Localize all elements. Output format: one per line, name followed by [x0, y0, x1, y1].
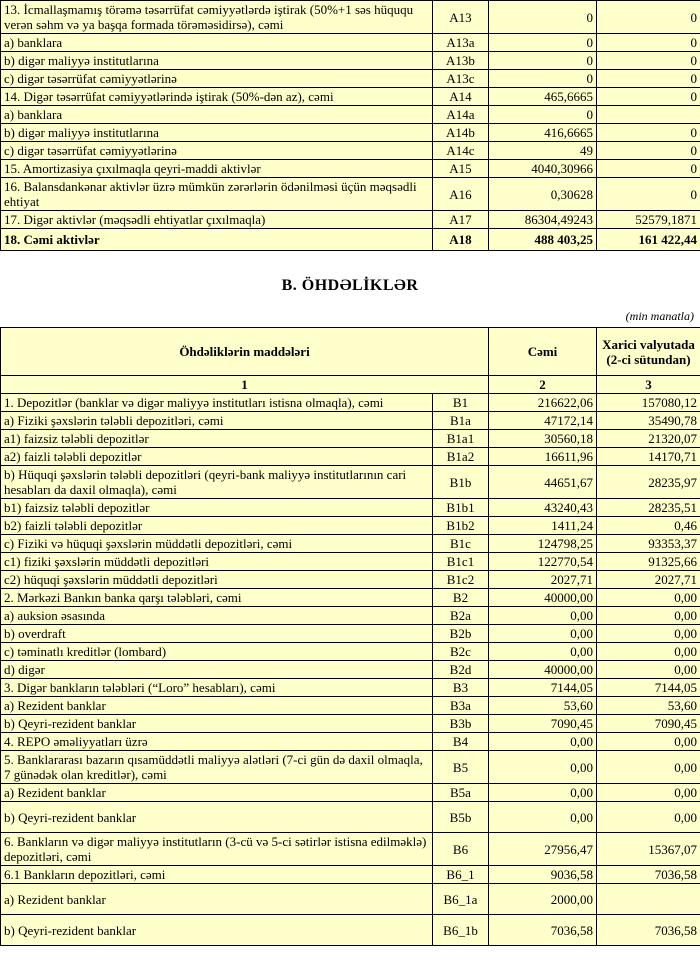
row-total: 53,60: [489, 697, 597, 715]
row-label: b) Qeyri-rezident banklar: [1, 802, 433, 833]
row-total: 488 403,25: [489, 229, 597, 251]
row-code: B1c: [433, 535, 489, 553]
row-total: 16611,96: [489, 448, 597, 466]
row-label: b) Qeyri-rezident banklar: [1, 915, 433, 946]
row-total: 0: [489, 34, 597, 52]
table-row: [1, 625, 700, 643]
row-label: a1) faizsiz tələbli depozitlər: [1, 430, 433, 448]
row-total: 30560,18: [489, 430, 597, 448]
row-code: A13b: [433, 52, 489, 70]
table-row: [1, 1, 700, 34]
row-total: 1411,24: [489, 517, 597, 535]
row-code: A18: [433, 229, 489, 251]
row-code: B6_1b: [433, 915, 489, 946]
row-label: c) digər təsərrüfat cəmiyyətlərinə: [1, 142, 433, 160]
table-row: [1, 915, 700, 946]
row-code: B6_1a: [433, 884, 489, 915]
row-code: B1a1: [433, 430, 489, 448]
row-code: B3b: [433, 715, 489, 733]
table-row: [1, 124, 700, 142]
row-foreign: 28235,51: [597, 499, 700, 517]
row-foreign: 28235,97: [597, 466, 700, 499]
row-foreign: 15367,07: [597, 833, 700, 866]
row-label: b) Hüquqi şəxslərin tələbli depozitləri (qeyri-bank maliyyə institutlarının cari hesabları da daxil olmaqla), cəmi: [1, 466, 433, 499]
row-total: 49: [489, 142, 597, 160]
table-row: [1, 733, 700, 751]
row-label: 15. Amortizasiya çıxılmaqla qeyri-maddi aktivlər: [1, 160, 433, 178]
table-row: [1, 715, 700, 733]
header-items-label: Öhdəliklərin maddələri: [1, 328, 489, 376]
row-foreign: 0,46: [597, 517, 700, 535]
row-label: a) banklara: [1, 106, 433, 124]
row-foreign: 0,00: [597, 625, 700, 643]
row-total: 7090,45: [489, 715, 597, 733]
row-code: B1a: [433, 412, 489, 430]
row-total: 7144,05: [489, 679, 597, 697]
table-row: [1, 661, 700, 679]
row-total: 216622,06: [489, 394, 597, 412]
row-total: 124798,25: [489, 535, 597, 553]
row-label: b) digər maliyyə institutlarına: [1, 124, 433, 142]
row-code: B1b1: [433, 499, 489, 517]
row-code: B2b: [433, 625, 489, 643]
row-total: 0: [489, 70, 597, 88]
table-row: [1, 553, 700, 571]
row-label: b) digər maliyyə institutlarına: [1, 52, 433, 70]
row-code: A13: [433, 1, 489, 34]
row-foreign: 0: [597, 124, 700, 142]
header-foreign-label: Xarici valyutada (2-ci sütundan): [597, 328, 700, 376]
row-code: B4: [433, 733, 489, 751]
row-total: 0,00: [489, 751, 597, 784]
row-code: B1a2: [433, 448, 489, 466]
row-total: 86304,49243: [489, 211, 597, 229]
row-foreign: 0: [597, 52, 700, 70]
row-label: a) auksion əsasında: [1, 607, 433, 625]
column-number-row: [1, 376, 700, 394]
row-foreign: 2027,71: [597, 571, 700, 589]
row-label: 6.1 Bankların depozitləri, cəmi: [1, 866, 433, 884]
col-number-2: 2: [489, 376, 597, 394]
row-code: A13a: [433, 34, 489, 52]
row-label: 18. Cəmi aktivlər: [1, 229, 433, 251]
row-foreign: 0,00: [597, 784, 700, 802]
row-total: 0: [489, 106, 597, 124]
row-total: 44651,67: [489, 466, 597, 499]
row-foreign: 7144,05: [597, 679, 700, 697]
row-code: A14a: [433, 106, 489, 124]
row-total: 416,6665: [489, 124, 597, 142]
table-header-row: [1, 328, 700, 376]
table-row: [1, 571, 700, 589]
table-row: [1, 517, 700, 535]
row-label: 13. İcmallaşmamış törəmə təsərrüfat cəmiyyətlərdə iştirak (50%+1 səs hüququ verən səhm və ya başqa formada törəməsidirsə), cəmi: [1, 1, 433, 34]
table-row: [1, 412, 700, 430]
row-code: A14c: [433, 142, 489, 160]
table-row: [1, 430, 700, 448]
row-foreign: 21320,07: [597, 430, 700, 448]
table-row: [1, 535, 700, 553]
table-row: [1, 211, 700, 229]
assets-table-body: [1, 1, 700, 251]
row-total: 2000,00: [489, 884, 597, 915]
table-row: [1, 643, 700, 661]
row-code: B1b2: [433, 517, 489, 535]
row-label: b1) faizsiz tələbli depozitlər: [1, 499, 433, 517]
row-code: B2: [433, 589, 489, 607]
row-foreign: 0,00: [597, 661, 700, 679]
row-total: 9036,58: [489, 866, 597, 884]
table-row: [1, 607, 700, 625]
row-foreign: 0: [597, 178, 700, 211]
row-label: 3. Digər bankların tələbləri (“Loro” hesabları), cəmi: [1, 679, 433, 697]
row-foreign: 7090,45: [597, 715, 700, 733]
row-label: a) Fiziki şəxslərin tələbli depozitləri, cəmi: [1, 412, 433, 430]
row-foreign: [597, 106, 700, 124]
row-label: a) banklara: [1, 34, 433, 52]
table-row: [1, 106, 700, 124]
liabilities-table: [0, 327, 700, 946]
table-row: [1, 70, 700, 88]
row-foreign: 0: [597, 160, 700, 178]
row-label: c2) hüquqi şəxslərin müddətli depozitləri: [1, 571, 433, 589]
row-code: B2a: [433, 607, 489, 625]
row-total: 0,00: [489, 607, 597, 625]
row-label: 5. Banklararası bazarın qısamüddətli maliyyə alətləri (7-ci gün də daxil olmaqla, 7 günədək olan kreditlər), cəmi: [1, 751, 433, 784]
row-total: 0,00: [489, 643, 597, 661]
table-row: [1, 884, 700, 915]
unit-note: (min manatla): [625, 309, 694, 323]
row-label: b2) faizli tələbli depozitlər: [1, 517, 433, 535]
table-row: [1, 160, 700, 178]
row-total: 2027,71: [489, 571, 597, 589]
row-label: a2) faizli tələbli depozitlər: [1, 448, 433, 466]
row-total: 0,30628: [489, 178, 597, 211]
row-code: A16: [433, 178, 489, 211]
row-foreign: 0,00: [597, 643, 700, 661]
row-label: c) digər təsərrüfat cəmiyyətlərinə: [1, 70, 433, 88]
row-code: A13c: [433, 70, 489, 88]
row-code: B2c: [433, 643, 489, 661]
table-row: [1, 229, 700, 251]
row-foreign: 7036,58: [597, 915, 700, 946]
row-foreign: 0: [597, 142, 700, 160]
row-total: 7036,58: [489, 915, 597, 946]
row-foreign: 0: [597, 70, 700, 88]
row-label: b) Qeyri-rezident banklar: [1, 715, 433, 733]
table-row: [1, 697, 700, 715]
row-label: c) təminatlı kreditlər (lombard): [1, 643, 433, 661]
row-label: 2. Mərkəzi Bankın banka qarşı tələbləri, cəmi: [1, 589, 433, 607]
table-row: [1, 142, 700, 160]
row-total: 40000,00: [489, 589, 597, 607]
row-total: 0: [489, 1, 597, 34]
header-total-label: Cəmi: [489, 328, 597, 376]
row-code: A14: [433, 88, 489, 106]
table-row: [1, 34, 700, 52]
row-code: B6_1: [433, 866, 489, 884]
table-row: [1, 52, 700, 70]
row-foreign: 0,00: [597, 751, 700, 784]
table-row: [1, 679, 700, 697]
row-foreign: 7036,58: [597, 866, 700, 884]
row-label: 17. Digər aktivlər (məqsədli ehtiyatlar çıxılmaqla): [1, 211, 433, 229]
table-row: [1, 499, 700, 517]
row-total: 0,00: [489, 784, 597, 802]
row-label: d) digər: [1, 661, 433, 679]
table-row: [1, 802, 700, 833]
row-total: 465,6665: [489, 88, 597, 106]
row-total: 0,00: [489, 802, 597, 833]
row-label: a) Rezident banklar: [1, 697, 433, 715]
table-row: [1, 833, 700, 866]
row-foreign: 91325,66: [597, 553, 700, 571]
col-number-3: 3: [597, 376, 700, 394]
row-total: 4040,30966: [489, 160, 597, 178]
row-foreign: 0: [597, 34, 700, 52]
row-code: B2d: [433, 661, 489, 679]
assets-table: [0, 0, 700, 251]
row-code: A15: [433, 160, 489, 178]
row-code: B1: [433, 394, 489, 412]
table-row: [1, 88, 700, 106]
table-row: [1, 178, 700, 211]
row-total: 0: [489, 52, 597, 70]
row-code: B1c1: [433, 553, 489, 571]
liabilities-table-header: [1, 328, 700, 394]
table-row: [1, 866, 700, 884]
row-label: a) Rezident banklar: [1, 884, 433, 915]
row-foreign: 0,00: [597, 802, 700, 833]
row-label: 4. REPO əməliyyatları üzrə: [1, 733, 433, 751]
row-total: 0,00: [489, 733, 597, 751]
row-foreign: 0,00: [597, 607, 700, 625]
row-foreign: 53,60: [597, 697, 700, 715]
row-total: 47172,14: [489, 412, 597, 430]
liabilities-table-body: [1, 394, 700, 946]
table-row: [1, 448, 700, 466]
row-code: B3: [433, 679, 489, 697]
row-code: B5b: [433, 802, 489, 833]
row-label: 14. Digər təsərrüfat cəmiyyətlərində iştirak (50%-dən az), cəmi: [1, 88, 433, 106]
table-row: [1, 466, 700, 499]
row-label: 16. Balansdankənar aktivlər üzrə mümkün zərərlərin ödənilməsi üçün məqsədli ehtiyat: [1, 178, 433, 211]
row-label: b) overdraft: [1, 625, 433, 643]
row-foreign: 52579,1871: [597, 211, 700, 229]
row-foreign: 0,00: [597, 733, 700, 751]
row-code: B1c2: [433, 571, 489, 589]
row-code: A17: [433, 211, 489, 229]
row-foreign: 0: [597, 1, 700, 34]
col-number-1: 1: [1, 376, 489, 394]
table-row: [1, 589, 700, 607]
row-total: 40000,00: [489, 661, 597, 679]
row-label: c) Fiziki və hüquqi şəxslərin müddətli depozitləri, cəmi: [1, 535, 433, 553]
row-code: B3a: [433, 697, 489, 715]
row-label: 1. Depozitlər (banklar və digər maliyyə institutları istisna olmaqla), cəmi: [1, 394, 433, 412]
row-foreign: 0: [597, 88, 700, 106]
row-foreign: 14170,71: [597, 448, 700, 466]
row-code: B5a: [433, 784, 489, 802]
row-total: 27956,47: [489, 833, 597, 866]
row-foreign: 161 422,44: [597, 229, 700, 251]
row-code: B6: [433, 833, 489, 866]
row-foreign: [597, 884, 700, 915]
row-total: 0,00: [489, 625, 597, 643]
row-label: a) Rezident banklar: [1, 784, 433, 802]
row-label: 6. Bankların və digər maliyyə institutların (3-cü və 5-ci sətirlər istisna edilməklə) depozitləri, cəmi: [1, 833, 433, 866]
row-code: B1b: [433, 466, 489, 499]
table-row: [1, 394, 700, 412]
row-label: c1) fiziki şəxslərin müddətli depozitləri: [1, 553, 433, 571]
row-foreign: 157080,12: [597, 394, 700, 412]
table-row: [1, 784, 700, 802]
row-total: 122770,54: [489, 553, 597, 571]
row-foreign: 0,00: [597, 589, 700, 607]
row-foreign: 35490,78: [597, 412, 700, 430]
section-b-title: B. ÖHDƏLİKLƏR: [281, 277, 419, 294]
row-code: B5: [433, 751, 489, 784]
row-foreign: 93353,37: [597, 535, 700, 553]
table-row: [1, 751, 700, 784]
row-total: 43240,43: [489, 499, 597, 517]
row-code: A14b: [433, 124, 489, 142]
